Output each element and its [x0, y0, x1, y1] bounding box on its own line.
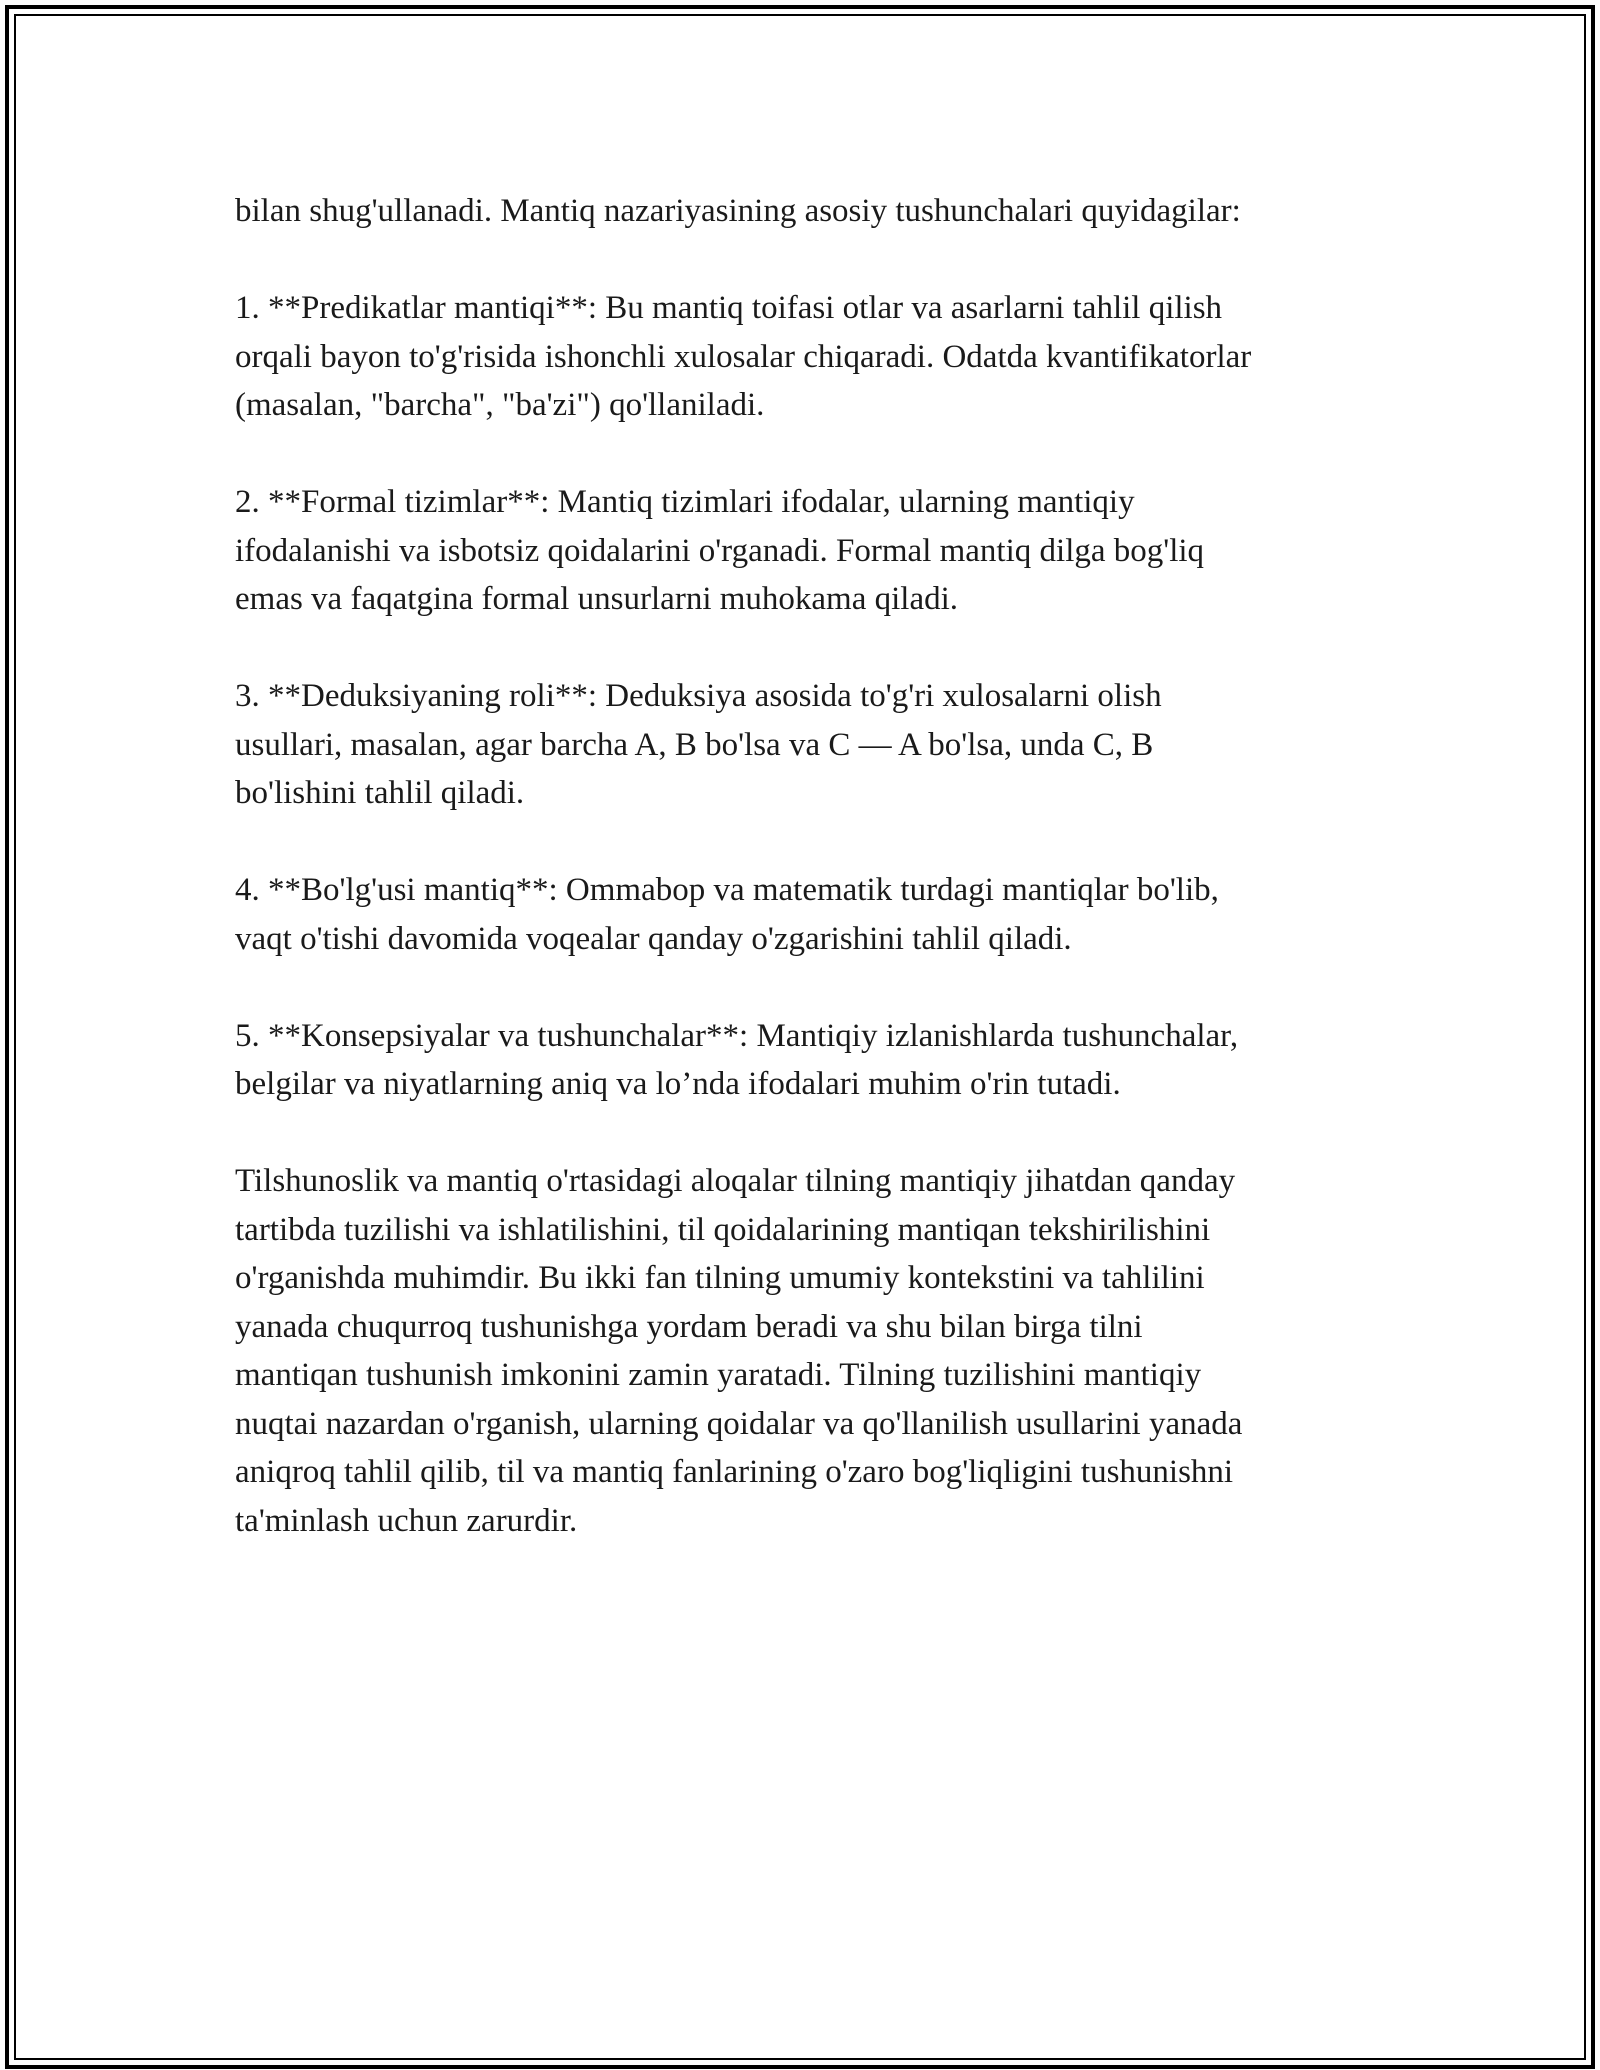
- list-item-line: ifodalanishi va isbotsiz qoidalarini o'rganadi. Formal mantiq dilga bog'liq: [235, 532, 1205, 569]
- list-item-line: usullari, masalan, agar barcha A, B bo'lsa va C — A bo'lsa, unda C, B: [235, 726, 1154, 763]
- list-item-2: [235, 478, 1380, 624]
- paragraph-gap: [235, 236, 1380, 285]
- list-item-line: 5. **Konsepsiyalar va tushunchalar**: Mantiqiy izlanishlarda tushunchalar,: [235, 1017, 1239, 1054]
- intro-line: bilan shug'ullanadi. Mantiq nazariyasining asosiy tushunchalari quyidagilar:: [235, 193, 1241, 229]
- list-item-4: [235, 866, 1380, 963]
- paragraph-gap: [235, 963, 1380, 1012]
- conclusion-line: ta'minlash uchun zarurdir.: [235, 1502, 578, 1539]
- list-item-line: 2. **Formal tizimlar**: Mantiq tizimlari ifodalar, ularning mantiqiy: [235, 484, 1135, 520]
- list-item-line: 1. **Predikatlar mantiqi**: Bu mantiq toifasi otlar va asarlarni tahlil qilish: [235, 290, 1223, 326]
- list-item-3: [235, 672, 1380, 818]
- list-item-line: 4. **Bo'lg'usi mantiq**: Ommabop va matematik turdagi mantiqlar bo'lib,: [235, 872, 1219, 908]
- document-body: [235, 187, 1380, 1545]
- list-item-line: 3. **Deduksiyaning roli**: Deduksiya asosida to'g'ri xulosalarni olish: [235, 678, 1162, 714]
- list-item-1: [235, 284, 1380, 430]
- list-item-line: emas va faqatgina formal unsurlarni muhokama qiladi.: [235, 581, 959, 617]
- list-item-5: [235, 1012, 1380, 1109]
- paragraph-gap: [235, 1109, 1380, 1158]
- list-item-line: (masalan, "barcha", "ba'zi") qo'llaniladi.: [235, 387, 765, 423]
- conclusion-line: o'rganishda muhimdir. Bu ikki fan tilning umumiy kontekstini va tahlilini: [235, 1260, 1205, 1296]
- paragraph-gap: [235, 430, 1380, 479]
- list-item-line: belgilar va niyatlarning aniq va lo’nda ifodalari muhim o'rin tutadi.: [235, 1066, 1121, 1102]
- paragraph-gap: [235, 818, 1380, 867]
- conclusion-line: mantiqan tushunish imkonini zamin yaratadi. Tilning tuzilishini mantiqiy: [235, 1357, 1202, 1393]
- conclusion-line: tartibda tuzilishi va ishlatilishini, til qoidalarining mantiqan tekshirilishini: [235, 1211, 1211, 1248]
- conclusion-line: nuqtai nazardan o'rganish, ularning qoidalar va qo'llanilish usullarini yanada: [235, 1405, 1243, 1442]
- paragraph-gap: [235, 624, 1380, 673]
- list-item-line: vaqt o'tishi davomida voqealar qanday o'zgarishini tahlil qiladi.: [235, 920, 1072, 957]
- conclusion-line: Tilshunoslik va mantiq o'rtasidagi aloqalar tilning mantiqiy jihatdan qanday: [235, 1163, 1236, 1199]
- conclusion-paragraph: [235, 1157, 1380, 1545]
- conclusion-line: yanada chuqurroq tushunishga yordam beradi va shu bilan birga tilni: [235, 1308, 1143, 1345]
- list-item-line: bo'lishini tahlil qiladi.: [235, 775, 525, 811]
- list-item-line: orqali bayon to'g'risida ishonchli xulosalar chiqaradi. Odatda kvantifikatorlar: [235, 338, 1252, 375]
- conclusion-line: aniqroq tahlil qilib, til va mantiq fanlarining o'zaro bog'liqligini tushunishni: [235, 1454, 1234, 1490]
